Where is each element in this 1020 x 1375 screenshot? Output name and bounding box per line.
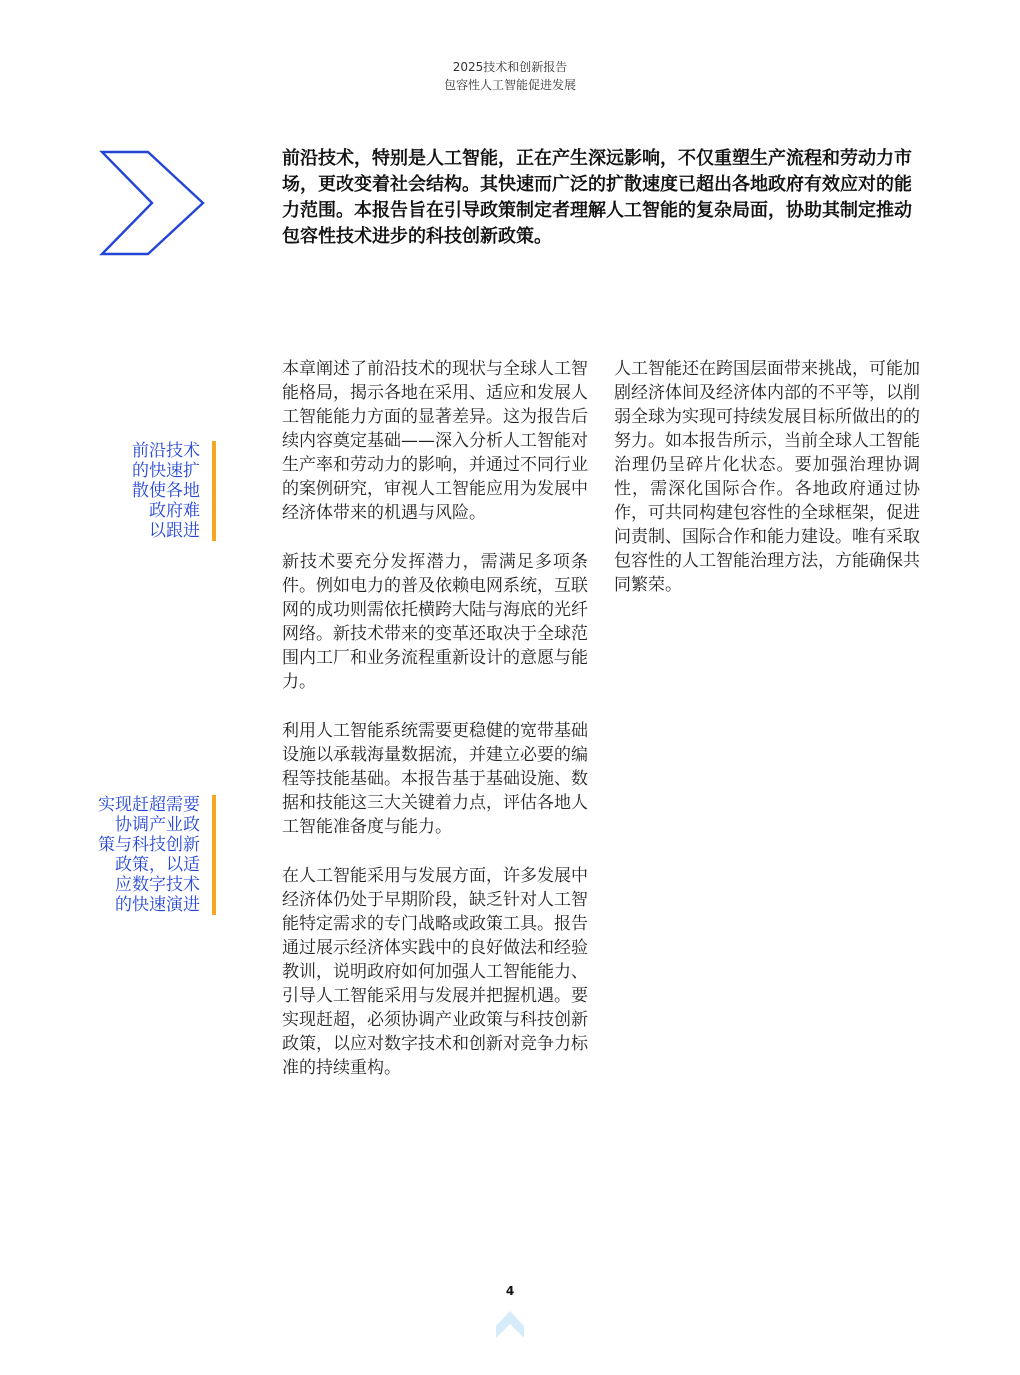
body-paragraph: 本章阐述了前沿技术的现状与全球人工智能格局，揭示各地在采用、适应和发展人工智能能力方面的显著差异。这为报告后续内容奠定基础——深入分析人工智能对生产率和劳动力的影响，并通过不同行业的案例研究，审视人工智能应用为发展中经济体带来的机遇与风险。 — [282, 359, 588, 523]
body-paragraph: 新技术要充分发挥潜力，需满足多项条件。例如电力的普及依赖电网系统，互联网的成功则需依托横跨大陆与海底的光纤网络。新技术带来的变革还取决于全球范围内工厂和业务流程重新设计的意愿与能力。 — [282, 552, 588, 692]
page-header — [0, 58, 1020, 94]
pull-quote-1 — [80, 441, 216, 541]
pull-quote-line: 以跟进 — [149, 521, 200, 541]
pull-quote-line: 实现赶超需要 — [98, 795, 200, 815]
pull-quote-line: 政策，以适 — [115, 855, 200, 875]
body-paragraph: 人工智能还在跨国层面带来挑战，可能加剧经济体间及经济体内部的不平等，以削弱全球为实现可持续发展目标所做出的的努力。如本报告所示，当前全球人工智能治理仍呈碎片化状态。要加强治理协调性，需深化国际合作。各地政府通过协作，可共同构建包容性的全球框架，促进问责制、国际合作和能力建设。唯有采取包容性的人工智能治理方法，方能确保共同繁荣。 — [614, 359, 920, 595]
report-title: 2025技术和创新报告 — [452, 60, 568, 74]
body-column-right — [614, 357, 920, 622]
lead-paragraph: 前沿技术，特别是人工智能，正在产生深远影响，不仅重塑生产流程和劳动力市场，更改变着社会结构。其快速而广泛的扩散速度已超出各地政府有效应对的能力范围。本报告旨在引导政策制定者理解人工智能的复杂局面，协助其制定推动包容性技术进步的科技创新政策。 — [282, 148, 912, 247]
pull-quote-line: 协调产业政 — [115, 815, 200, 835]
pull-quote-line: 前沿技术 — [132, 441, 200, 461]
pull-quote-line: 的快速演进 — [115, 895, 200, 915]
pull-quote-2 — [80, 795, 216, 915]
up-arrow-icon[interactable] — [495, 1309, 525, 1339]
chevron-right-icon — [98, 150, 208, 260]
pull-quote-line: 的快速扩 — [132, 461, 200, 481]
body-column-left — [282, 357, 588, 1105]
report-subtitle: 包容性人工智能促进发展 — [443, 78, 576, 92]
pull-quote-line: 策与科技创新 — [98, 835, 200, 855]
page-number: 4 — [505, 1284, 515, 1298]
body-paragraph: 利用人工智能系统需要更稳健的宽带基础设施以承载海量数据流，并建立必要的编程等技能基础。本报告基于基础设施、数据和技能这三大关键着力点，评估各地人工智能准备度与能力。 — [282, 721, 588, 837]
pull-quote-line: 散使各地 — [132, 481, 200, 501]
pull-quote-line: 政府难 — [149, 501, 200, 521]
pull-quote-line: 应数字技术 — [115, 875, 200, 895]
body-paragraph: 在人工智能采用与发展方面，许多发展中经济体仍处于早期阶段，缺乏针对人工智能特定需求的专门战略或政策工具。报告通过展示经济体实践中的良好做法和经验教训，说明政府如何加强人工智能能力、引导人工智能采用与发展并把握机遇。要实现赶超，必须协调产业政策与科技创新政策，以应对数字技术和创新对竞争力标准的持续重构。 — [282, 866, 588, 1078]
